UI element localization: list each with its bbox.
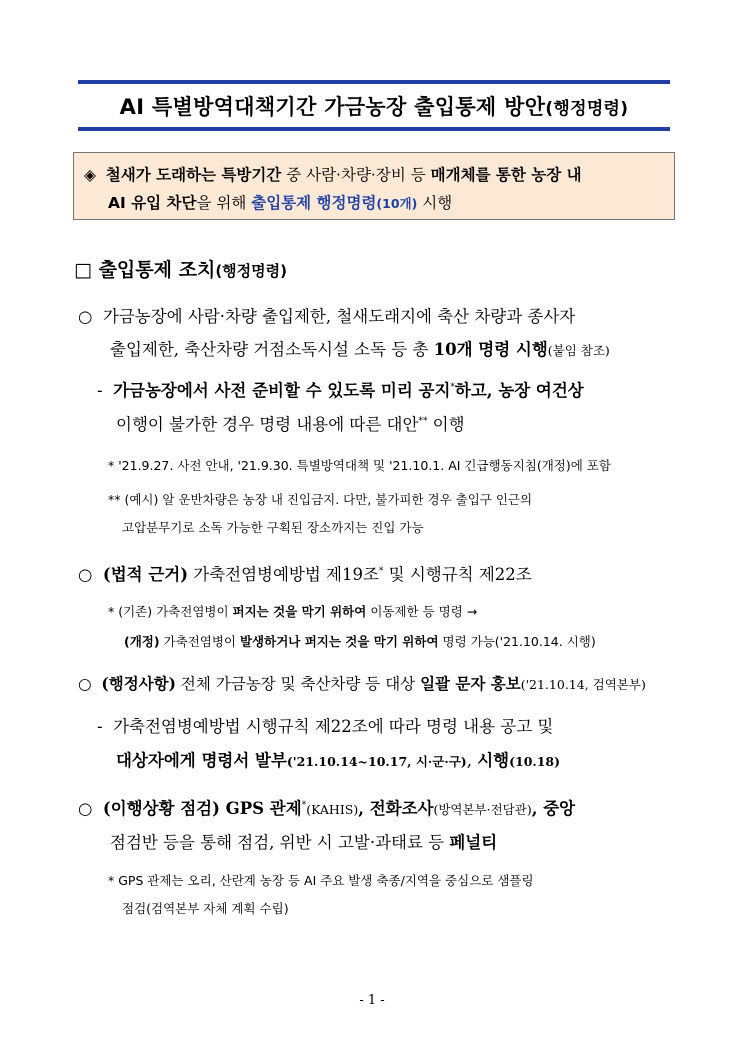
note-text: ** (예시) 알 운반차량은 농장 내 진입금지. 다만, 불가피한 경우 출입구 인근의 (108, 492, 533, 507)
footnote-mark: * (378, 566, 384, 577)
note-text: 이동제한 등 명령 → (366, 604, 478, 619)
item-ref: ('21.10.14, 검역본부) (520, 677, 646, 692)
item-ref: (방역본부·전담관) (433, 802, 532, 817)
sub-item-ref: (10.18) (509, 754, 561, 769)
section-subtitle: (행정명령) (215, 262, 287, 280)
note-text: * '21.9.27. 사전 안내, '21.9.30. 특별방역대책 및 '21.10.1. AI 긴급행동지침(개정)에 포함 (108, 458, 611, 473)
summary-text: 시행 (417, 194, 453, 212)
list-item (78, 672, 646, 694)
note-continued (124, 632, 596, 650)
circle-bullet-icon: ○ (78, 675, 92, 693)
item-label: (이행상황 점검) (102, 799, 220, 818)
section-heading (74, 255, 287, 282)
item-text-bold: 10개 명령 시행 (433, 340, 548, 359)
item-text-bold: , 전화조사 (358, 799, 434, 818)
item-text: 및 시행규칙 제22조 (383, 565, 532, 584)
section-title: 출입통제 조치 (98, 259, 216, 281)
note-text-bold: 퍼지는 것을 막기 위하여 (232, 604, 367, 619)
circle-bullet-icon: ○ (78, 799, 93, 818)
summary-line-2 (108, 191, 452, 213)
dash-bullet: - (97, 717, 103, 736)
sub-item-continued (116, 411, 465, 435)
note-text: 명령 가능('21.10.14. 시행) (438, 634, 596, 649)
sub-item-text-bold: 시행 (477, 751, 510, 770)
dash-bullet: - (97, 381, 103, 400)
list-item (78, 795, 575, 819)
circle-bullet-icon: ○ (78, 565, 93, 584)
note (108, 456, 611, 474)
sub-item-continued (116, 747, 560, 771)
item-text-bold: 페널티 (449, 833, 498, 852)
sub-item-ref: ('21.10.14~10.17, 시·군·구) (286, 754, 467, 769)
title-block (78, 80, 670, 131)
item-text: 출입제한, 축산차량 거점소독시설 소독 등 총 (110, 340, 434, 359)
item-text: 점검반 등을 통해 점검, 위반 시 고발·과태료 등 (110, 833, 450, 852)
sub-item-text: , (466, 751, 478, 770)
summary-highlight: (10개) (376, 196, 418, 211)
summary-text: 매개체를 통한 농장 내 (430, 166, 582, 184)
item-text-bold: , 중앙 (531, 799, 576, 818)
sub-item-text: 가축전염병예방법 시행규칙 제22조에 따라 명령 내용 공고 및 (113, 717, 554, 736)
sub-item (97, 713, 553, 737)
item-label: (행정사항) (101, 674, 176, 693)
note-text-bold: (개정) (124, 634, 160, 649)
summary-text: AI 유입 차단 (108, 194, 197, 212)
note-text: * (기존) 가축전염병이 (108, 604, 233, 619)
item-text: 가축전염병예방법 제19조 (188, 565, 379, 584)
item-text: 전체 가금농장 및 축산차량 등 대상 (175, 675, 421, 693)
list-item-continued (110, 336, 610, 360)
title-suffix: (행정명령) (545, 99, 629, 119)
item-ref: (KAHIS) (306, 802, 359, 817)
item-text-bold: GPS 관제 (219, 799, 302, 818)
sub-item-text: 이행이 불가한 경우 명령 내용에 따른 대안 (116, 415, 419, 434)
title-rule-bottom (78, 127, 670, 131)
note-text-bold: 발생하거나 퍼지는 것을 막기 위하여 (239, 634, 439, 649)
note-continued (122, 518, 424, 536)
summary-line-1 (84, 163, 582, 185)
item-text-bold: 일괄 문자 홍보 (420, 674, 521, 693)
note (108, 871, 534, 889)
item-ref: (붙임 참조) (547, 343, 610, 358)
sub-item-text: 이행 (427, 415, 465, 434)
list-item-continued (110, 829, 497, 853)
footnote-mark: * (301, 800, 307, 811)
summary-highlight: 출입통제 행정명령 (251, 194, 377, 212)
square-bullet-icon: □ (74, 259, 92, 281)
note-text: 고압분무기로 소독 가능한 구획된 장소까지는 진입 가능 (122, 520, 424, 535)
footnote-mark: ** (418, 416, 428, 427)
summary-text: 을 위해 (196, 194, 252, 212)
diamond-bullet-icon: ◈ (84, 166, 96, 184)
item-label: (법적 근거) (102, 565, 189, 584)
note (108, 602, 477, 620)
footnote-mark: * (450, 382, 455, 393)
title-main: AI 특별방역대책기간 가금농장 출입통제 방안 (119, 95, 546, 119)
sub-item-text-bold: 대상자에게 명령서 발부 (116, 751, 287, 770)
summary-box (73, 152, 675, 220)
page-number: - 1 - (359, 993, 385, 1008)
summary-text: 중 사람·차량·장비 등 (281, 166, 431, 184)
sub-item-text: 가금농장에서 사전 준비할 수 있도록 미리 공지 (113, 381, 451, 400)
note-text: * GPS 관제는 오리, 산란계 농장 등 AI 주요 발생 축종/지역을 중심으로 샘플링 (108, 873, 534, 888)
list-item (78, 561, 532, 585)
note (108, 490, 532, 508)
item-text: 가금농장에 사람·차량 출입제한, 철새도래지에 축산 차량과 종사자 (102, 307, 576, 326)
note-text: 가축전염병이 (159, 634, 240, 649)
circle-bullet-icon: ○ (78, 307, 93, 326)
page-title (78, 84, 670, 127)
sub-item (97, 377, 584, 401)
list-item (78, 303, 575, 327)
summary-text: 철새가 도래하는 특방기간 (105, 166, 282, 184)
note-continued (122, 899, 289, 917)
note-text: 점검(검역본부 자체 계획 수립) (122, 901, 289, 916)
sub-item-text: 하고, 농장 여건상 (454, 381, 584, 400)
